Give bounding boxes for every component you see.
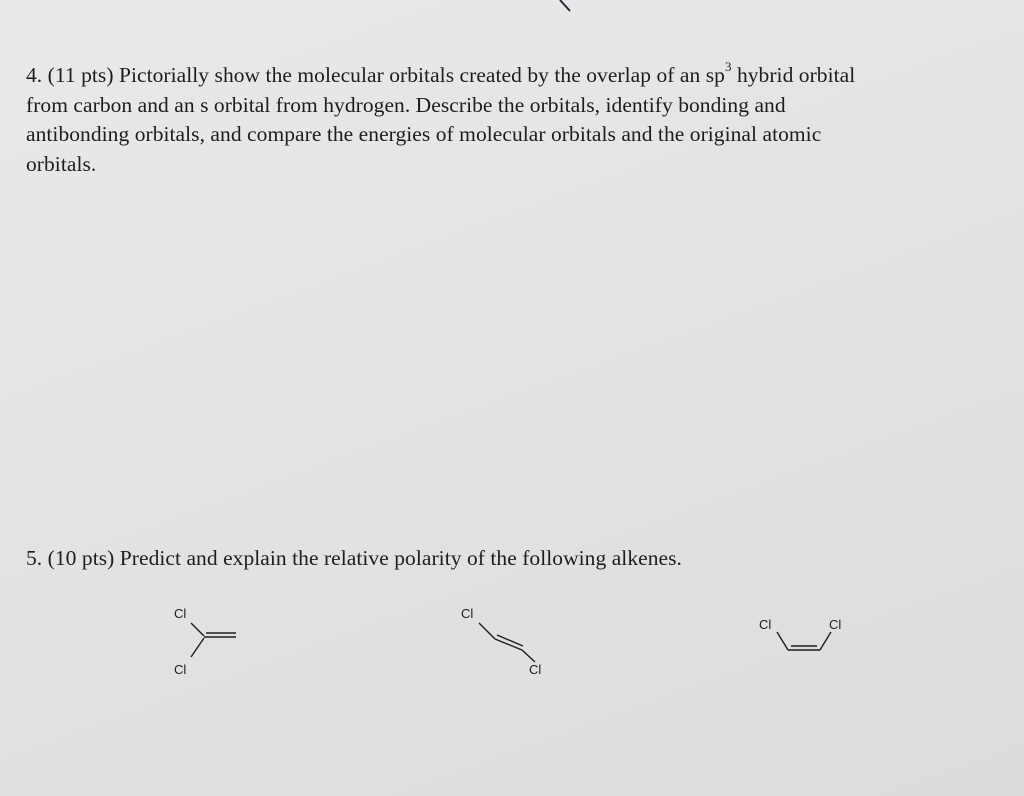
question-5-line-1: [26, 544, 996, 574]
molecule-2-structure: [450, 598, 560, 680]
question-4-line-1: [26, 58, 996, 91]
question-4-line-1-text: (11 pts) Pictorially show the molecular orbitals created by the overlap of an sp: [47, 63, 725, 87]
answer-space[interactable]: [26, 190, 996, 520]
question-4-line-1-tail: hybrid orbital: [731, 63, 856, 87]
molecule-3-structure: [752, 606, 862, 666]
question-4-line-4: orbitals.: [26, 151, 97, 176]
question-5-number: 5.: [26, 546, 43, 570]
molecule-1-bond-bottom: [191, 638, 204, 657]
molecule-2-bond-right: [522, 650, 535, 662]
molecule-1-top-cl: Cl: [174, 606, 187, 621]
question-5: [26, 544, 996, 574]
molecule-1-bond-top: [191, 623, 204, 636]
question-4-line-3: antibonding orbitals, and compare the energies of molecular orbitals and the original atomic: [26, 122, 822, 146]
molecule-3-right-cl: Cl: [829, 617, 842, 632]
molecule-2-bottom-cl: Cl: [529, 662, 542, 677]
sp3-superscript: 3: [724, 58, 732, 74]
molecule-3-bond-right: [820, 632, 831, 650]
question-4: [26, 58, 996, 179]
molecule-cis-1,2-dichloroethene: [752, 606, 862, 671]
molecule-3-bond-left: [777, 632, 788, 650]
molecule-2-double-bond-b: [497, 635, 523, 646]
question-4-number: 4.: [26, 63, 43, 87]
molecule-1-structure: [160, 600, 260, 680]
molecule-1,1-dichloroethene: [160, 600, 260, 685]
molecule-1-bottom-cl: Cl: [174, 662, 187, 677]
question-5-text: (10 pts) Predict and explain the relative polarity of the following alkenes.: [47, 546, 682, 570]
molecule-3-left-cl: Cl: [759, 617, 772, 632]
question-4-line-2: from carbon and an s orbital from hydrogen. Describe the orbitals, identify bonding and: [26, 92, 786, 117]
page-edge-mark: [556, 0, 580, 14]
molecule-2-bond-left: [479, 623, 495, 639]
molecule-2-top-cl: Cl: [461, 606, 474, 621]
molecule-trans-1,2-dichloroethene: [450, 598, 560, 685]
